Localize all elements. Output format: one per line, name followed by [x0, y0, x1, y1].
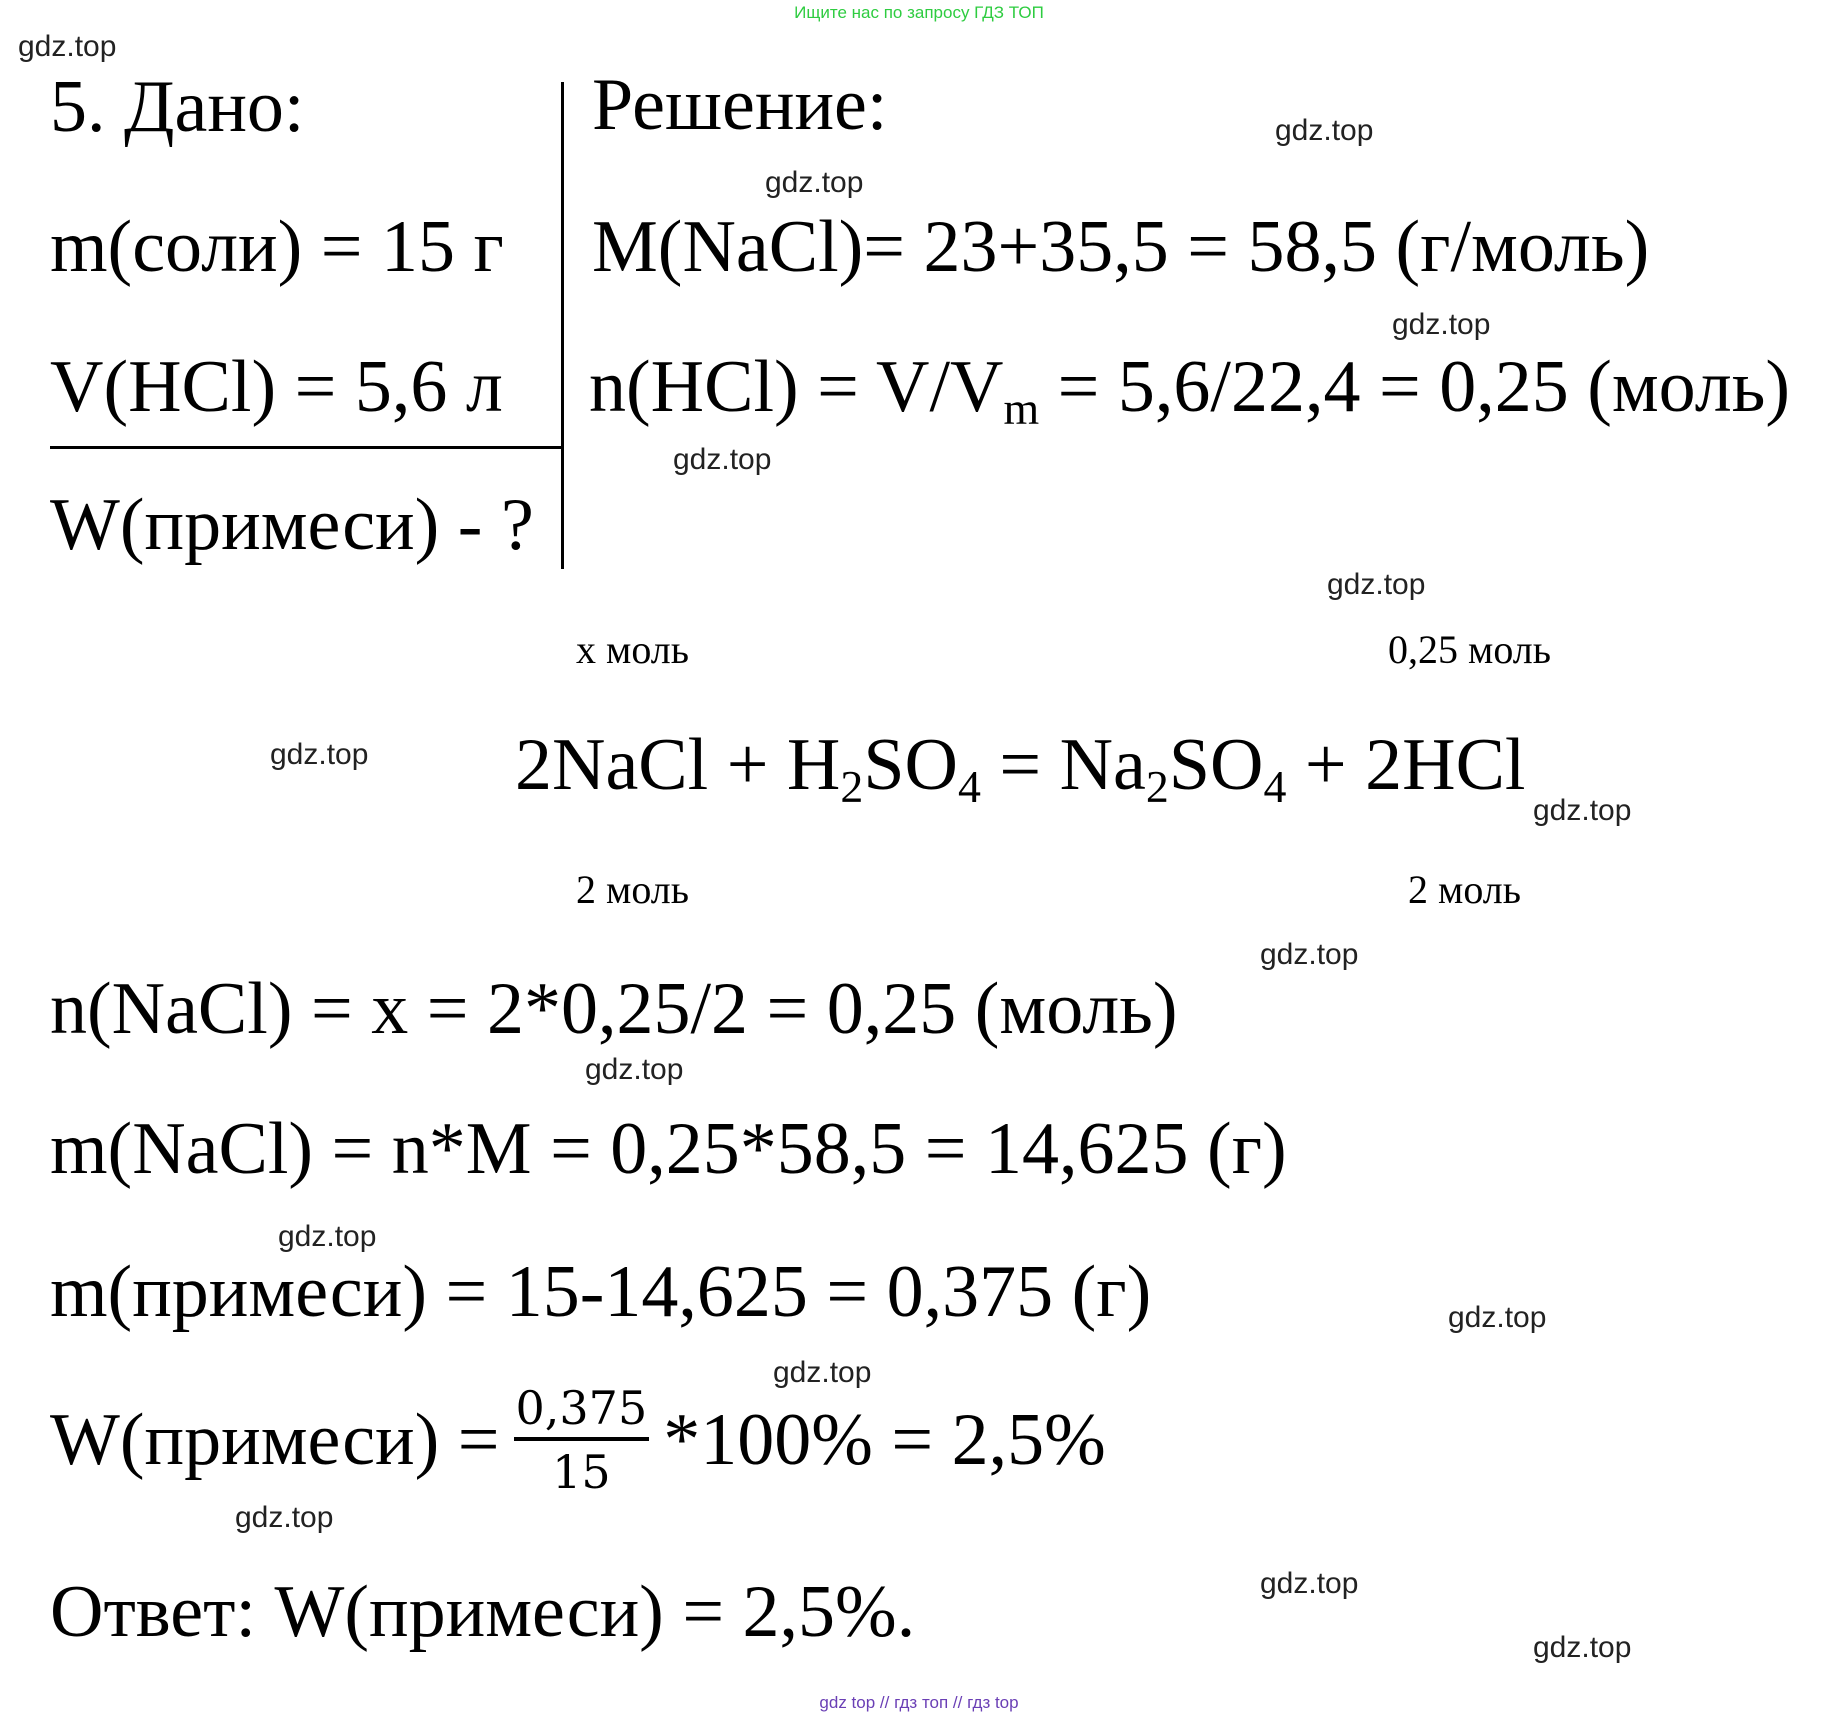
n-hcl-line: $n(HCl) = V/V_m = 5,6/22,4 = 0,25$ (моль)	[589, 346, 1791, 434]
watermark: gdz.top	[1275, 114, 1374, 147]
m-impurity-line: m(примеси) = 15-14,625 = 0,375 (г)	[50, 1251, 1152, 1333]
below-left-label: 2 моль	[576, 867, 689, 912]
fraction-numerator: 0,375	[514, 1385, 650, 1441]
watermark: gdz.top	[673, 443, 772, 476]
solution-title: Решение:	[592, 64, 888, 146]
watermark: gdz.top	[270, 738, 369, 771]
given-divider	[50, 446, 564, 449]
watermark: gdz.top	[1392, 308, 1491, 341]
given-separator	[561, 82, 564, 569]
watermark: gdz.top	[765, 166, 864, 199]
given-volume: V(HCl) = 5,6 л	[50, 346, 503, 428]
watermark: gdz.top	[1533, 1631, 1632, 1664]
m-nacl-line: m(NaCl) = n*M = 0,25*58,5 = 14,625 (г)	[50, 1108, 1287, 1190]
watermark: gdz.top	[235, 1501, 334, 1534]
watermark: gdz.top	[585, 1053, 684, 1086]
n-nacl-line: n(NaCl) = x = 2*0,25/2 = 0,25 (моль)	[50, 968, 1178, 1050]
fraction	[514, 1381, 650, 1499]
above-left-label: x моль	[576, 627, 689, 672]
molar-mass-line: M(NaCl)= 23+35,5 = 58,5 (г/моль)	[592, 206, 1650, 288]
w-impurity-line: W(примеси) = $\frac{0,375}{15}$ *100% = 2,5%	[50, 1381, 1106, 1499]
watermark: gdz.top	[1260, 1567, 1359, 1600]
watermark: gdz.top	[1448, 1301, 1547, 1334]
given-mass: m(соли) = 15 г	[50, 206, 504, 288]
watermark: gdz.top	[1260, 938, 1359, 971]
watermark: gdz.top	[1327, 568, 1426, 601]
top-banner: Ищите нас по запросу ГДЗ ТОП	[794, 3, 1044, 22]
watermark: gdz.top	[1533, 794, 1632, 827]
watermark: gdz.top	[18, 30, 117, 63]
bottom-banner: gdz top // гдз топ // гдз top	[819, 1693, 1019, 1712]
given-title: 5. Дано:	[50, 66, 305, 148]
find-value: W(примеси) - ?	[50, 484, 534, 566]
watermark: gdz.top	[773, 1356, 872, 1389]
watermark: gdz.top	[278, 1220, 377, 1253]
reaction-equation: 2NaCl + $H_2SO_4 = Na_2SO_4 + 2HCl$	[515, 724, 1526, 812]
answer-line: Ответ: W(примеси) = 2,5%.	[50, 1571, 916, 1653]
below-right-label: 2 моль	[1408, 867, 1521, 912]
fraction-denominator: 15	[552, 1445, 611, 1499]
above-right-label: 0,25 моль	[1388, 627, 1551, 672]
